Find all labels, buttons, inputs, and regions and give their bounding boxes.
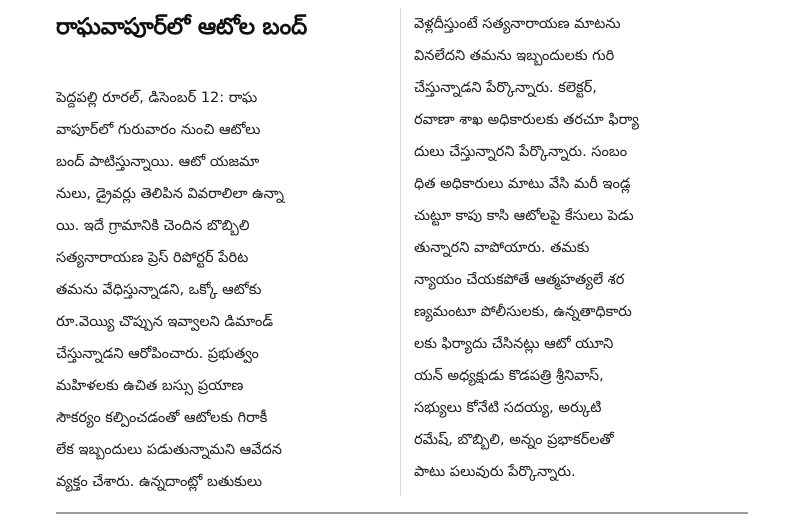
article-headline: రాఘవాపూర్‌లో ఆటోల బంద్ xyxy=(56,14,307,40)
article-line: బంద్ పాటిస్తున్నాయి. ఆటో యజమా xyxy=(56,154,260,170)
article-line: మహిళలకు ఉచిత బస్సు ప్రయాణ xyxy=(56,378,244,394)
article-line: దులు చేస్తున్నారని పేర్కొన్నారు. సంబం xyxy=(414,144,628,160)
article-line: తున్నారని వాపోయారు. తమకు xyxy=(414,240,590,256)
article-line: చేస్తున్నాడని పేర్కొన్నారు. కలెక్టర్, xyxy=(414,80,597,96)
article-line: న్యాయం చేయకపోతే ఆత్మహత్యలే శర xyxy=(414,272,625,288)
article-line: యన్ అధ్యక్షుడు కొడపత్రి శ్రీనివాస్, xyxy=(414,368,604,384)
article-line: వినలేదని తమను ఇబ్బందులకు గురి xyxy=(414,48,615,64)
column-divider xyxy=(400,8,401,496)
article-line: ణ్యమంటూ పోలీసులకు, ఉన్నతాధికారు xyxy=(414,304,632,320)
article-line: ధిత అధికారులు మాటు వేసి మరీ ఇండ్ల xyxy=(414,176,631,192)
article-line: లకు ఫిర్యాదు చేసినట్లు ఆటో యూని xyxy=(414,336,614,352)
article-line: రమేష్, బొబ్బిలి, అన్నం ప్రభాకర్‌లతో xyxy=(414,432,614,448)
article-line: వ్యక్తం చేశారు. ఉన్నదాంట్లో బతుకులు xyxy=(56,474,263,490)
article-line: సౌకర్యం కల్పించడంతో ఆటోలకు గిరాకీ xyxy=(56,410,268,426)
bottom-rule xyxy=(56,512,748,514)
article-line: చేస్తున్నాడని ఆరోపించారు. ప్రభుత్వం xyxy=(56,346,259,362)
article-line: పాటు పలువురు పేర్కొన్నారు. xyxy=(414,464,576,480)
article-line: వాపూర్‌లో గురువారం నుంచి ఆటోలు xyxy=(56,122,261,138)
article-line: రవాణా శాఖ అధికారులకు తరచూ ఫిర్యా xyxy=(414,112,639,128)
article-line: తమను వేధిస్తున్నాడని, ఒక్కో ఆటోకు xyxy=(56,282,262,298)
article-line: లేక ఇబ్బందులు పడుతున్నామని ఆవేదన xyxy=(56,442,282,458)
article-line: చుట్టూ కాపు కాసి ఆటోలపై కేసులు పెడు xyxy=(414,208,634,224)
article-line: యి. ఇదే గ్రామానికి చెందిన బొబ్బిలి xyxy=(56,218,250,234)
article-line: నులు, డ్రైవర్లు తెలిపిన వివరాలిలా ఉన్నా xyxy=(56,186,285,202)
article-line: పెద్దపల్లి రూరల్, డిసెంబర్ 12: రాఘ xyxy=(56,90,258,106)
article-line: వెళ్లదీస్తుంటే సత్యనారాయణ మాటను xyxy=(414,16,621,32)
article-line: సత్యనారాయణ ప్రెస్ రిపోర్టర్ పేరిట xyxy=(56,250,249,266)
article-line: సభ్యులు కోనేటి సదయ్య, అర్కుటి xyxy=(414,400,602,416)
article-line: రూ.వెయ్యి చొప్పున ఇవ్వాలని డిమాండ్ xyxy=(56,314,274,330)
